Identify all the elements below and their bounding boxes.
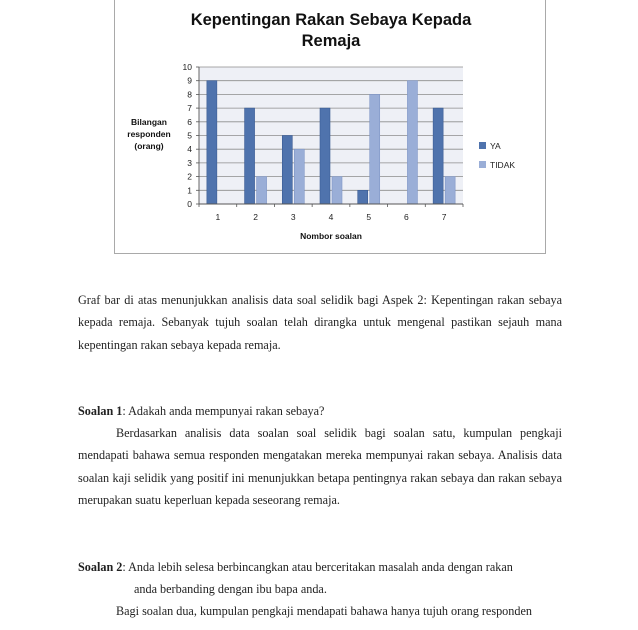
x-tick-label: 3 [290,212,296,222]
x-tick-label: 2 [253,212,258,222]
bar-tidak [370,94,380,204]
x-axis-label: Nombor soalan [300,231,362,241]
q2-body: Bagi soalan dua, kumpulan pengkaji mendapati bahawa hanya tujuh orang responden [116,604,532,618]
y-tick-label: 1 [187,185,192,196]
legend-label-tidak: TIDAK [490,160,516,170]
intro-paragraph: Graf bar di atas menunjukkan analisis data soal selidik bagi Aspek 2: Kepentingan rakan sebaya kepada remaja. Sebanyak tujuh soalan telah dirangka untuk mengenal pastikan sejauh mana kepentingan rakan sebaya kepada remaja. [78,293,562,352]
y-tick-label: 2 [187,171,192,182]
q2-question-line-2: anda berbanding dengan ibu bapa anda. [134,582,327,596]
bar-ya [282,136,292,205]
legend-label-ya: YA [490,141,501,151]
chart-title-line-2: Remaja [301,32,361,50]
bar-chart [115,0,547,255]
x-tick-label: 1 [215,212,221,222]
bar-ya [433,108,443,204]
bar-ya [245,108,255,204]
bar-tidak [332,177,342,204]
chart-legend [479,141,515,170]
q1-label: Soalan 1 [78,404,123,418]
bar-ya [320,108,330,204]
legend-swatch-ya [479,142,486,149]
y-tick-label: 4 [187,144,192,155]
y-axis-label-line-1: Bilangan [131,117,167,127]
y-tick-label: 6 [187,116,192,127]
bar-tidak [257,177,267,204]
y-tick-label: 8 [187,89,192,100]
y-tick-label: 9 [187,75,192,86]
x-tick-label: 5 [366,212,372,222]
bar-tidak [407,81,417,204]
y-tick-label: 3 [187,157,192,168]
bar-tidak [445,177,455,204]
y-axis-label-line-3: (orang) [134,141,164,151]
q2-heading [78,556,562,578]
q2-label: Soalan 2 [78,560,123,574]
chart-title-line-1: Kepentingan Rakan Sebaya Kepada [190,11,472,29]
y-tick-label: 0 [187,199,192,209]
legend-swatch-tidak [479,161,486,168]
y-tick-label: 5 [187,130,192,141]
chart-container [114,0,546,254]
x-tick-label: 6 [404,212,409,222]
y-tick-label: 7 [187,103,192,114]
q2-question-line-1: : Anda lebih selesa berbincangkan atau berceritakan masalah anda dengan rakan [122,560,513,574]
q1-question: : Adakah anda mempunyai rakan sebaya? [122,404,325,418]
x-tick-label: 7 [441,212,447,222]
q1-heading [78,400,562,422]
q1-body: Berdasarkan analisis data soalan soal selidik bagi soalan satu, kumpulan pengkaji mendapati bahawa semua responden mengatakan mereka mempunyai rakan sebaya. Analisis data soalan kaji selidik yang positif ini menunjukkan betapa pentingnya rakan sebaya dan rakan sebaya merupakan suatu keperluan kepada seseorang remaja. [78,426,562,508]
bar-ya [358,190,368,204]
bar-ya [207,81,217,204]
x-tick-label: 4 [328,212,334,222]
bar-tidak [294,149,304,204]
y-tick-label: 10 [182,62,192,72]
y-axis-label-line-2: responden [127,129,171,139]
